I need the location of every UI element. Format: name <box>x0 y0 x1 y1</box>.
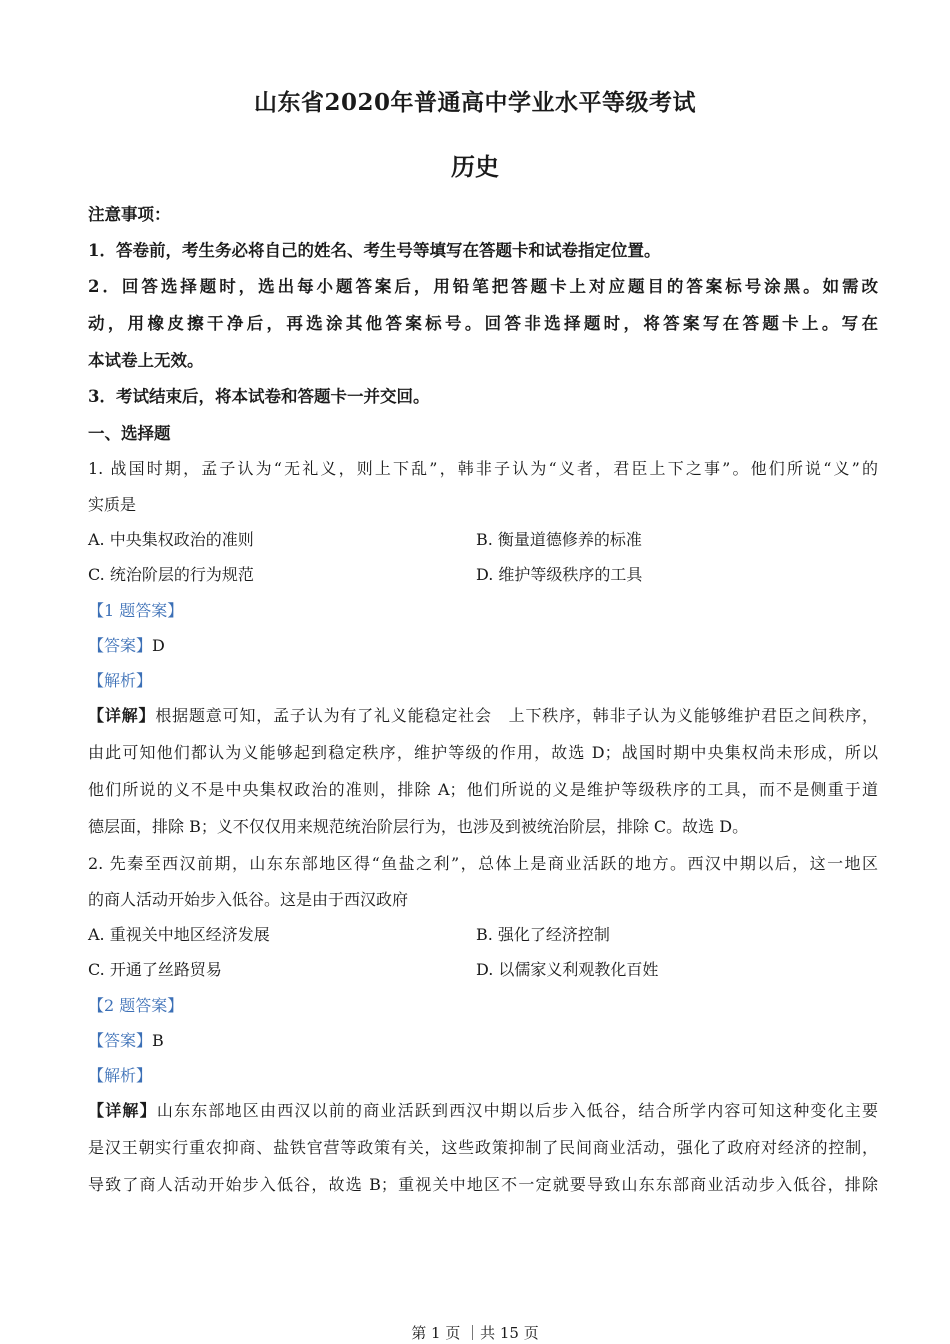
q2-stem-cont: 的商人活动开始步入低谷。这是由于西汉政府 <box>88 890 409 909</box>
q2-answer-line <box>88 1030 878 1052</box>
q1-answer: D <box>152 636 165 655</box>
q2-answer-tag: 【2 题答案】 <box>88 996 184 1015</box>
detail-label: 【详解】 <box>88 706 156 725</box>
notice-item: 2．回答选择题时，选出每小题答案后，用铅笔把答题卡上对应题目的答案标号涂黑。如需改 <box>88 277 878 296</box>
exam-title: 山东省2020年普通高中学业水平等级考试 <box>253 89 696 116</box>
q2-option-c: C. 开通了丝路贸易 <box>88 960 222 979</box>
subject-title: 历史 <box>451 152 499 181</box>
q1-option-c: C. 统治阶层的行为规范 <box>88 565 254 584</box>
notice-item: 3．考试结束后，将本试卷和答题卡一并交回。 <box>88 387 430 406</box>
q2-stem: 2. 先秦至西汉前期，山东东部地区得“鱼盐之利”，总体上是商业活跃的地方。西汉中期以后，这一地区 <box>88 854 878 873</box>
q2-detail-line <box>88 1100 878 1122</box>
q1-answer-line <box>88 635 878 657</box>
notice-item: 本试卷上无效。 <box>88 351 204 370</box>
q1-stem: 1. 战国时期，孟子认为“无礼义，则上下乱”，韩非子认为“义者，君臣上下之事”。他们所说“义”的 <box>88 459 878 478</box>
q1-analysis-tag: 【解析】 <box>88 671 153 690</box>
detail-label: 【详解】 <box>88 1101 157 1120</box>
page-footer: 第 1 页 ｜共 15 页 <box>411 1324 539 1342</box>
notice-item: 1．答卷前，考生务必将自己的姓名、考生号等填写在答题卡和试卷指定位置。 <box>88 241 661 260</box>
q1-detail-text: 由此可知他们都认为义能够起到稳定秩序，维护等级的作用，故选 D；战国时期中央集权尚未形成，所以 <box>88 743 878 762</box>
notice-item: 动，用橡皮擦干净后，再选涂其他答案标号。回答非选择题时，将答案写在答题卡上。写在 <box>88 314 878 333</box>
q2-detail-text: 导致了商人活动开始步入低谷，故选 B；重视关中地区不一定就要导致山东东部商业活动步入低谷，排除 <box>88 1175 878 1194</box>
q2-detail-text: 是汉王朝实行重农抑商、盐铁官营等政策有关，这些政策抑制了民间商业活动，强化了政府对经济的控制， <box>88 1138 878 1157</box>
q2-option-d: D. 以儒家义利观教化百姓 <box>476 960 659 979</box>
q2-option-a: A. 重视关中地区经济发展 <box>88 925 270 944</box>
q2-detail-text: 山东东部地区由西汉以前的商业活跃到西汉中期以后步入低谷，结合所学内容可知这种变化主要 <box>156 1101 878 1120</box>
q1-option-b: B. 衡量道德修养的标准 <box>476 530 642 549</box>
q2-analysis-tag: 【解析】 <box>88 1066 153 1085</box>
q1-stem-cont: 实质是 <box>88 495 137 514</box>
q1-detail-text: 他们所说的义不是中央集权政治的准则，排除 A；他们所说的义是维护等级秩序的工具，而不是侧重于道 <box>88 780 878 799</box>
q1-detail-line <box>88 705 878 727</box>
answer-label: 【答案】 <box>88 636 153 655</box>
q1-detail-text: 德层面，排除 B；义不仅仅用来规范统治阶层行为，也涉及到被统治阶层，排除 C。故选 D。 <box>88 817 749 836</box>
section-heading: 一、选择题 <box>88 424 171 443</box>
q1-option-a: A. 中央集权政治的准则 <box>88 530 254 549</box>
q1-option-d: D. 维护等级秩序的工具 <box>476 565 643 584</box>
q2-answer: B <box>152 1031 164 1050</box>
q1-detail-text: 根据题意可知，孟子认为有了礼义能稳定社会 上下秩序，韩非子认为义能够维护君臣之间秩序， <box>155 706 878 725</box>
q2-option-b: B. 强化了经济控制 <box>476 925 610 944</box>
notice-heading: 注意事项： <box>88 205 171 224</box>
q1-answer-tag: 【1 题答案】 <box>88 601 184 620</box>
answer-label: 【答案】 <box>88 1031 153 1050</box>
